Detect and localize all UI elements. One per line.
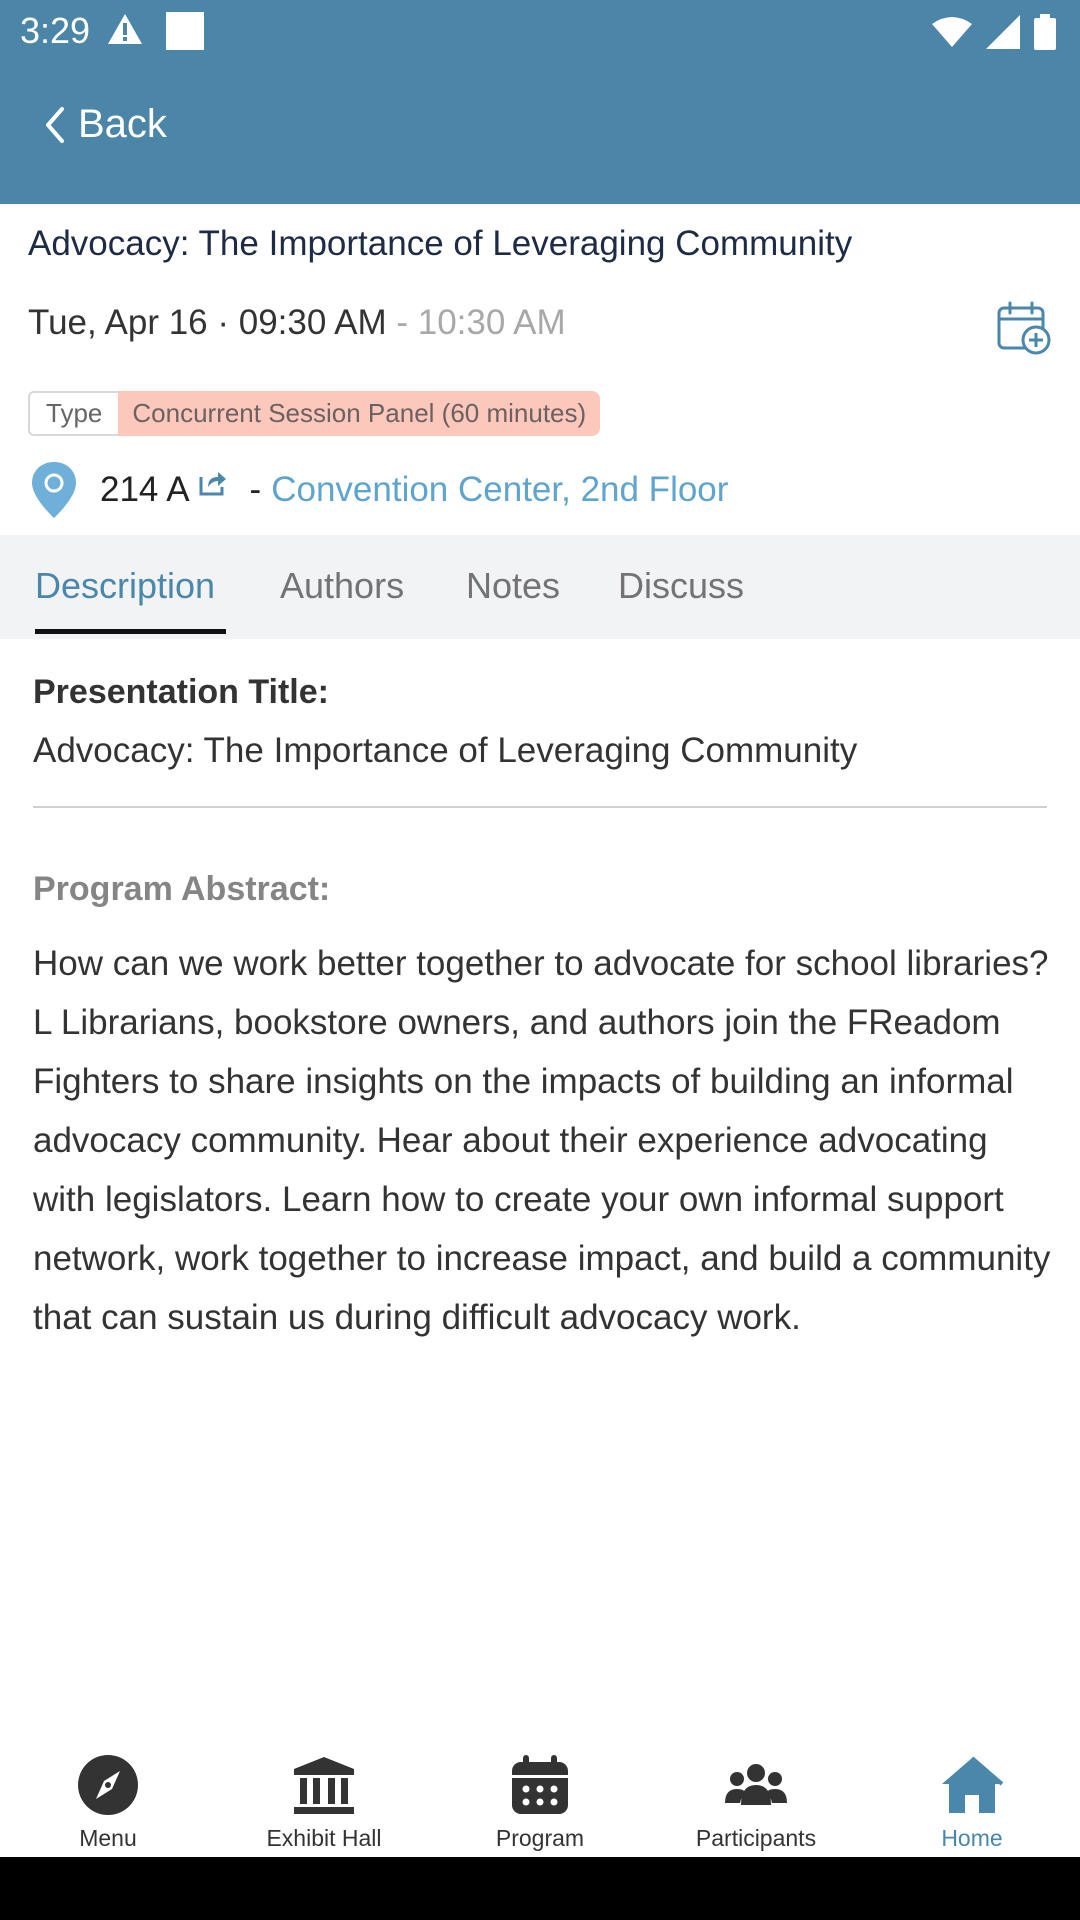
nav-exhibit-hall[interactable] — [216, 1753, 432, 1852]
abstract-text: How can we work better together to advocate for school libraries? L Librarians, bookstore owners, and authors join the FReadom Fighters to share insights on the impacts of building an informal advocacy community. Hear about their experience advocating with legislators. Learn how to create your own informal support network, work together to increase impact, and build a community that can sustain us during difficult advocacy work. — [33, 944, 1051, 1337]
app-header — [0, 64, 1080, 204]
warning-icon — [106, 12, 144, 46]
nav-menu[interactable] — [0, 1753, 216, 1852]
back-button[interactable] — [44, 102, 167, 147]
compass-icon — [76, 1753, 140, 1817]
signal-icon — [986, 15, 1020, 49]
battery-icon — [1034, 14, 1056, 50]
tab-authors[interactable]: Authors — [280, 565, 405, 606]
tab-bar — [0, 535, 1080, 639]
room-name: 214 A — [100, 470, 190, 509]
back-label: Back — [78, 102, 167, 146]
add-to-calendar-icon[interactable] — [996, 300, 1052, 356]
location-pin-icon — [30, 460, 78, 520]
building-icon — [292, 1753, 356, 1817]
nav-home-label: Home — [941, 1825, 1003, 1851]
nav-menu-label: Menu — [79, 1825, 137, 1851]
event-start: Tue, Apr 16 · 09:30 AM — [28, 303, 387, 342]
divider — [33, 806, 1047, 808]
nav-participants[interactable] — [648, 1753, 864, 1852]
nav-program[interactable] — [432, 1753, 648, 1852]
nav-home[interactable] — [864, 1753, 1080, 1852]
type-label: Type — [28, 391, 118, 436]
event-time — [28, 303, 566, 343]
nav-participants-label: Participants — [695, 1825, 817, 1851]
location-separator: - — [249, 470, 262, 509]
people-icon — [724, 1753, 788, 1817]
share-icon[interactable] — [198, 469, 228, 497]
location-link[interactable]: Convention Center, 2nd Floor — [271, 470, 729, 509]
calendar-icon — [508, 1753, 572, 1817]
abstract-label: Program Abstract: — [33, 870, 331, 908]
status-bar — [0, 0, 1080, 64]
event-title: Advocacy: The Importance of Leveraging Community — [28, 224, 853, 263]
notification-icon — [166, 12, 204, 50]
nav-program-label: Program — [495, 1825, 585, 1851]
home-icon — [940, 1753, 1004, 1817]
tab-discuss[interactable]: Discuss — [618, 565, 745, 606]
status-time: 3:29 — [20, 10, 91, 51]
session-type — [28, 391, 600, 436]
active-tab-indicator — [35, 629, 226, 634]
presentation-title: Advocacy: The Importance of Leveraging Community — [33, 731, 858, 770]
gesture-bar — [0, 1857, 1080, 1920]
type-badge: Concurrent Session Panel (60 minutes) — [118, 391, 600, 436]
tab-notes[interactable]: Notes — [466, 565, 561, 606]
wifi-icon — [932, 16, 972, 48]
event-end: - 10:30 AM — [386, 303, 566, 342]
chevron-left-icon — [44, 105, 66, 145]
nav-exhibit-hall-label: Exhibit Hall — [266, 1825, 382, 1851]
location-row — [30, 460, 728, 520]
presentation-title-label: Presentation Title: — [33, 673, 329, 711]
tab-description[interactable]: Description — [35, 565, 216, 606]
bottom-nav — [0, 1735, 1080, 1857]
